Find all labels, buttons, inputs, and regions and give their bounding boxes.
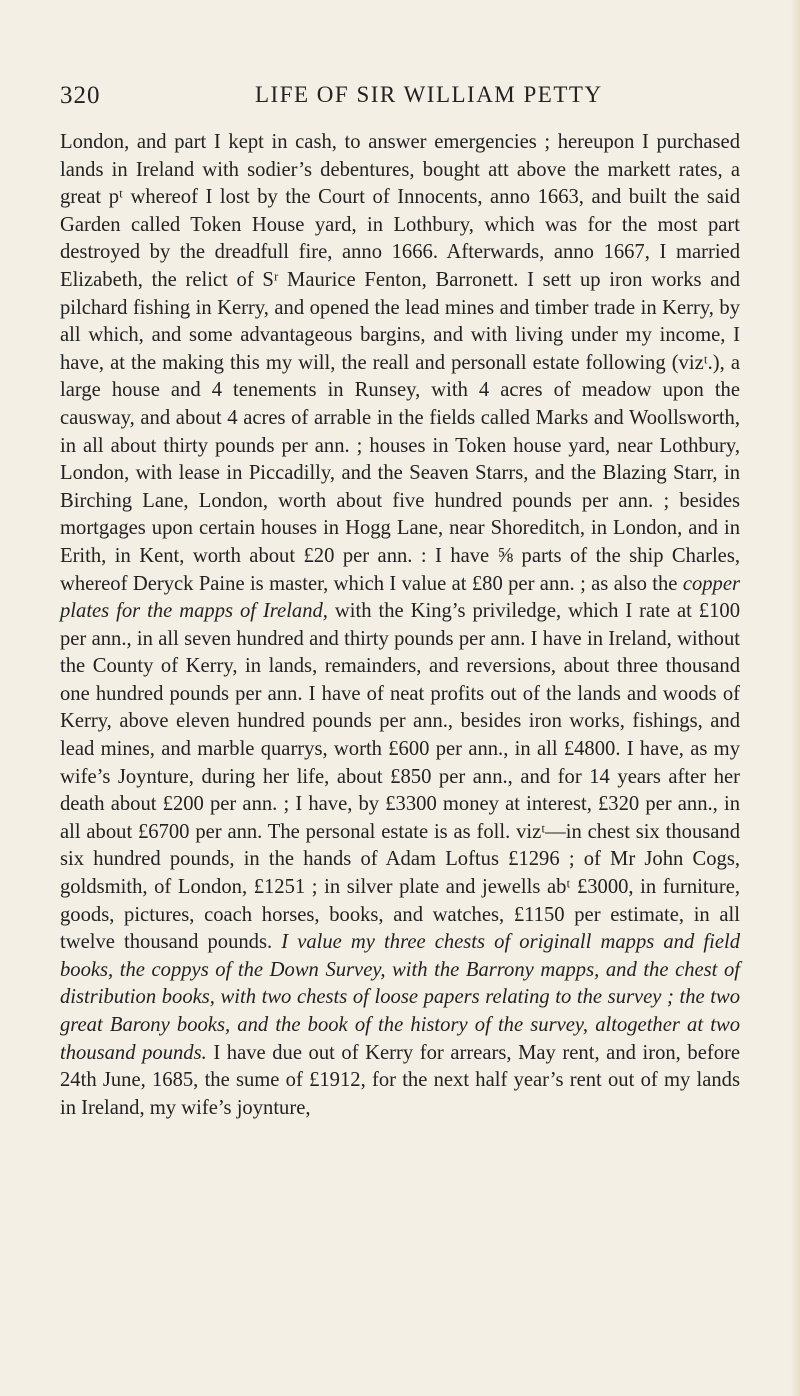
body-text (60, 129, 740, 1122)
italic-segment: copper plates for the mapps of Ireland, (60, 572, 740, 623)
italic-segment: I value my three chests of originall mapps and field books, the coppys of the Down Survey, with the Barrony mapps, and the chest of distribution books, with two chests of loose papers relating to the survey ; the two great Barony books, and the book of the history of the survey, altogether at two thousand pounds. (60, 931, 740, 1064)
paragraph (60, 129, 740, 1122)
text-segment: with the King’s priviledge, which I rate at £100 per ann., in all seven hundred and thirty pounds per ann. I have in Ireland, without the County of Kerry, in lands, remainders, and reversions, about three thousand one hundred pounds per ann. I have of neat profits out of the lands and woods of Kerry, above eleven hundred pounds per ann., besides iron works, fishings, and lead mines, and marble quarrys, worth £600 per ann., in all £4800. I have, as my wife’s Joynture, during her life, about £850 per ann., and for 14 years after her death about £200 per ann. ; I have, by £3300 money at interest, £320 per ann., in all about £6700 per ann. The personal estate is as foll. vizᵗ—in chest six thousand six hundred pounds, in the hands of Adam Loftus £1296 ; of Mr John Cogs, goldsmith, of London, £1251 ; in silver plate and jewells abᵗ £3000, in furniture, goods, pictures, coach horses, books, and watches, £1150 per estimate, in all twelve thousand pounds. (60, 600, 740, 954)
running-title: LIFE OF SIR WILLIAM PETTY (255, 82, 603, 107)
page-number: 320 (60, 82, 101, 109)
text-segment: London, and part I kept in cash, to answer emergencies ; hereupon I purchased lands in Ireland with sodier’s debentures, bought att above the markett rates, a great pᵗ whereof I lost by the Court of Innocents, anno 1663, and built the said Garden called Token House yard, in Lothbury, which was for the most part destroyed by the dreadfull fire, anno 1666. Afterwards, anno 1667, I married Elizabeth, the relict of Sʳ Maurice Fenton, Barronett. I sett up iron works and pilchard fishing in Kerry, and opened the lead mines and timber trade in Kerry, by all which, and some advantageous bargins, and with living under my income, I have, at the making this my will, the reall and personall estate following (vizᵗ.), a large house and 4 tenements in Runsey, with 4 acres of meadow upon the causway, and about 4 acres of arrable in the fields called Marks and Woollsworth, in all about thirty pounds per ann. ; houses in Token house yard, near Lothbury, London, with lease in Piccadilly, and the Seaven Starrs, and the Blazing Starr, in Birching Lane, London, worth about five hundred pounds per ann. ; besides mortgages upon certain houses in Hogg Lane, near Shoreditch, in London, and in Erith, in Kent, worth about £20 per ann. : I have ⅝ parts of the ship Charles, whereof Deryck Paine is master, which I value at £80 per ann. ; as also the (60, 131, 740, 595)
text-segment: I have due out of Kerry for arrears, May rent, and iron, before 24th June, 1685, the sume of £1912, for the next half year’s rent out of my lands in Ireland, my wife’s joynture, (60, 1041, 740, 1119)
page-header (60, 82, 740, 112)
page-edge (790, 0, 800, 1396)
